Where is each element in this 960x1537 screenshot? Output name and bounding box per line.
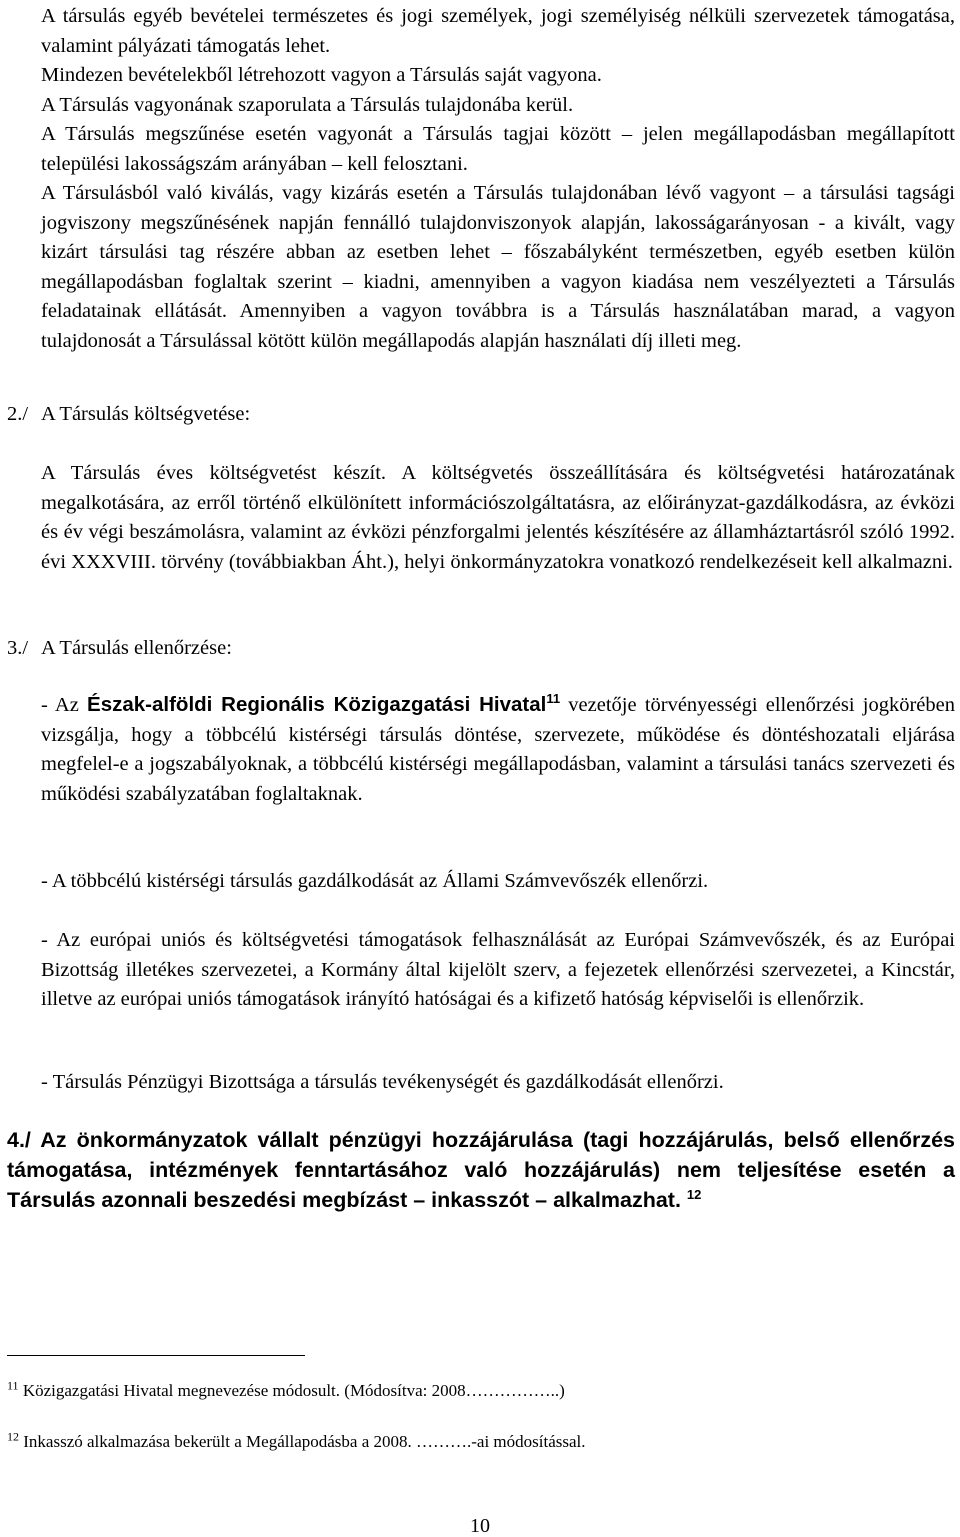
item-1-prefix: - Az: [41, 694, 88, 716]
footnote-11-marker: 11: [7, 1378, 19, 1393]
page-number: 10: [470, 1515, 490, 1537]
paragraph-dissolution: A Társulás megszűnése esetén vagyonát a Társulás tagjai között – jelen megállapodásban megállapított települési lakosságszám arányában – kell felosztani.: [41, 123, 955, 175]
item-1-authority: Észak-alföldi Regionális Közigazgatási Hivatal: [87, 693, 547, 716]
supervision-item-4: - Társulás Pénzügyi Bizottsága a társulás tevékenységét és gazdálkodását ellenőrzi.: [41, 1071, 724, 1093]
supervision-item-1: [41, 690, 955, 809]
section-4-text: 4./ Az önkormányzatok vállalt pénzügyi hozzájárulása (tagi hozzájárulás, belső ellenőrzés támogatása, intézmények fenntartásához való hozzájárulás) nem teljesítése esetén a Társulás azonnali beszedési megbízást – inkasszót – alkalmazhat.: [7, 1128, 955, 1212]
section-3-heading: [7, 634, 232, 664]
paragraph-own-assets: Mindezen bevételekből létrehozott vagyon a Társulás saját vagyona.: [41, 64, 602, 86]
footnote-12-text: Inkasszó alkalmazása bekerült a Megállapodásba a 2008. ……….-ai módosítással.: [19, 1432, 586, 1451]
footnote-ref-11: 11: [546, 691, 561, 707]
footnote-12: [7, 1431, 586, 1453]
supervision-item-3: - Az európai uniós és költségvetési támogatások felhasználását az Európai Számvevőszék, és az Európai Bizottság illetékes szervezetei, a Kormány által kijelölt szerv, a fejezetek ellenőrzési szervezetei, a Kincstár, illetve az európai uniós támogatások irányító hatóságai és a kifizető hatóság képviselői is ellenőrzik.: [41, 929, 955, 1011]
supervision-item-2: - A többcélú kistérségi társulás gazdálkodását az Állami Számvevőszék ellenőrzi.: [41, 870, 709, 892]
section-2-heading: [7, 400, 250, 430]
footnote-12-marker: 12: [7, 1429, 19, 1444]
paragraph-asset-growth: A Társulás vagyonának szaporulata a Társulás tulajdonába kerül.: [41, 94, 574, 116]
footnote-11: [7, 1380, 565, 1402]
footnote-separator: [7, 1355, 305, 1356]
footnote-ref-12: 12: [686, 1186, 702, 1202]
section-2-title: A Társulás költségvetése:: [41, 403, 251, 425]
section-3-title: A Társulás ellenőrzése:: [41, 637, 232, 659]
item-1-text: vezetője törvényességi ellenőrzési jogkörében vizsgálja, hogy a többcélú kistérségi társulás döntése, szervezete, működése és döntéshozatali eljárása megfelel-e a jogszabályoknak, a többcélú kistérségi megállapodásban, valamint a társulási tanács szervezeti és működési szabályzatában foglaltaknak.: [41, 694, 955, 805]
paragraph-other-revenues: A társulás egyéb bevételei természetes és jogi személyek, jogi személyiség nélküli szervezetek támogatása, valamint pályázati támogatás lehet.: [41, 5, 955, 57]
section-2-number: 2./: [7, 403, 29, 425]
section-3-number: 3./: [7, 637, 29, 659]
section-4-paragraph: [7, 1126, 955, 1215]
section-2-body: A Társulás éves költségvetést készít. A költségvetés összeállítására és költségvetési határozatának megalkotására, az erről történő elkülönített információszolgáltatásra, az előirányzat-gazdálkodásra, az évközi és év végi beszámolásra, valamint az évközi pénzforgalmi jelentés készítésére az államháztartásról szóló 1992. évi XXXVIII. törvény (továbbiakban Áht.), helyi önkormányzatokra vonatkozó rendelkezéseit kell alkalmazni.: [41, 462, 955, 573]
paragraph-withdrawal: A Társulásból való kiválás, vagy kizárás esetén a Társulás tulajdonában lévő vagyont – a társulási tagsági jogviszony megszűnésének napján fennálló tulajdonviszonyok alapján, lakosságarányosan - a kivált, vagy kizárt társulási tag részére abban az esetben lehet – főszabályként természetben, egyéb esetben külön megállapodásban foglaltak szerint – kiadni, amennyiben a vagyon kiadása nem veszélyezteti a Társulás feladatainak ellátását. Amennyiben a vagyon továbbra is a Társulás használatában marad, a vagyon tulajdonosát a Társulással kötött külön megállapodás alapján használati díj illeti meg.: [41, 182, 955, 352]
footnote-11-text: Közigazgatási Hivatal megnevezése módosult. (Módosítva: 2008……………..): [18, 1381, 565, 1400]
